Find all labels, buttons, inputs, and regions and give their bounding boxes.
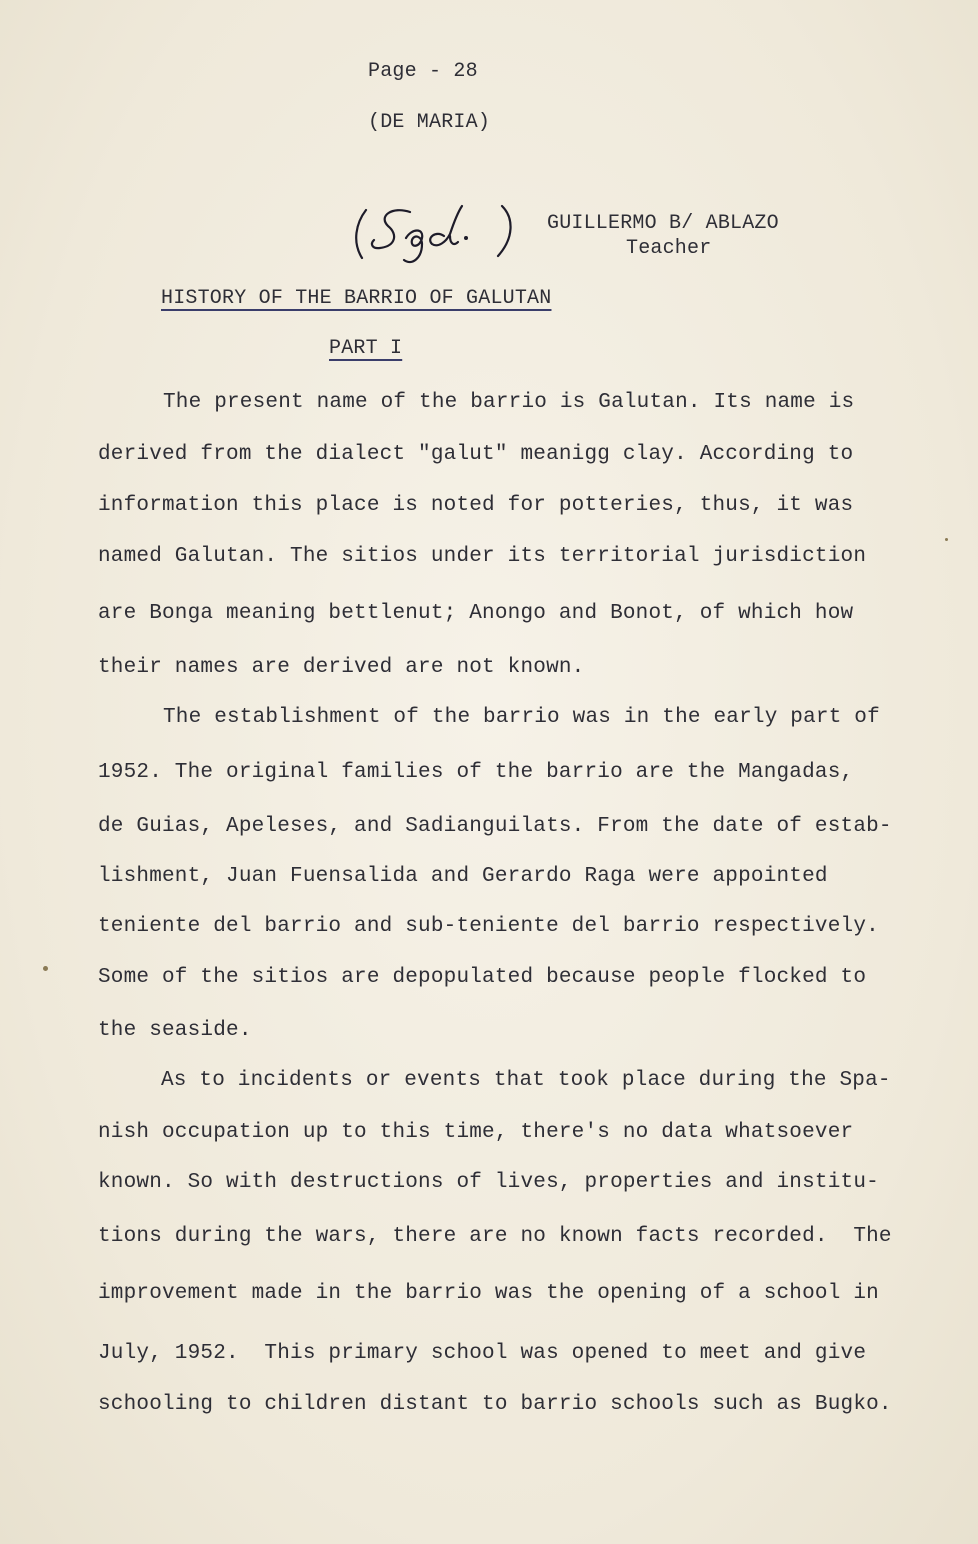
body-line: improvement made in the barrio was the opening of a school in [98, 1282, 879, 1305]
body-line: information this place is noted for potteries, thus, it was [98, 494, 854, 517]
body-line: As to incidents or events that took place during the Spa- [161, 1069, 891, 1092]
body-line: The establishment of the barrio was in the early part of [163, 706, 880, 729]
body-line: known. So with destructions of lives, properties and institu- [98, 1171, 879, 1194]
body-line: their names are derived are not known. [98, 656, 585, 679]
body-line: de Guias, Apeleses, and Sadianguilats. From the date of estab- [98, 815, 892, 838]
body-line: 1952. The original families of the barrio are the Mangadas, [98, 761, 854, 784]
body-line: named Galutan. The sitios under its territorial jurisdiction [98, 545, 867, 568]
body-line: are Bonga meaning bettlenut; Anongo and Bonot, of which how [98, 602, 854, 625]
body-line: Some of the sitios are depopulated because people flocked to [98, 966, 867, 989]
signatory-title: Teacher [626, 237, 712, 260]
body-line: derived from the dialect "galut" meanigg clay. According to [98, 443, 854, 466]
body-line: tions during the wars, there are no known facts recorded. The [98, 1225, 892, 1248]
handwritten-signature [352, 198, 527, 268]
signature-mark [352, 198, 527, 268]
body-line: lishment, Juan Fuensalida and Gerardo Raga were appointed [98, 865, 828, 888]
body-line: The present name of the barrio is Galutan. Its name is [163, 391, 855, 414]
page-number: Page - 28 [368, 60, 478, 83]
body-line: schooling to children distant to barrio schools such as Bugko. [98, 1393, 892, 1416]
body-line: nish occupation up to this time, there's no data whatsoever [98, 1121, 854, 1144]
part-heading: PART I [329, 337, 403, 360]
ink-spot [43, 966, 48, 971]
body-line: July, 1952. This primary school was opened to meet and give [98, 1342, 867, 1365]
signatory-name: GUILLERMO B/ ABLAZO [547, 212, 779, 235]
body-line: the seaside. [98, 1019, 252, 1042]
body-line: teniente del barrio and sub-teniente del barrio respectively. [98, 915, 879, 938]
author-label: (DE MARIA) [368, 111, 491, 134]
document-title: HISTORY OF THE BARRIO OF GALUTAN [161, 287, 552, 310]
ink-spot [945, 538, 948, 541]
